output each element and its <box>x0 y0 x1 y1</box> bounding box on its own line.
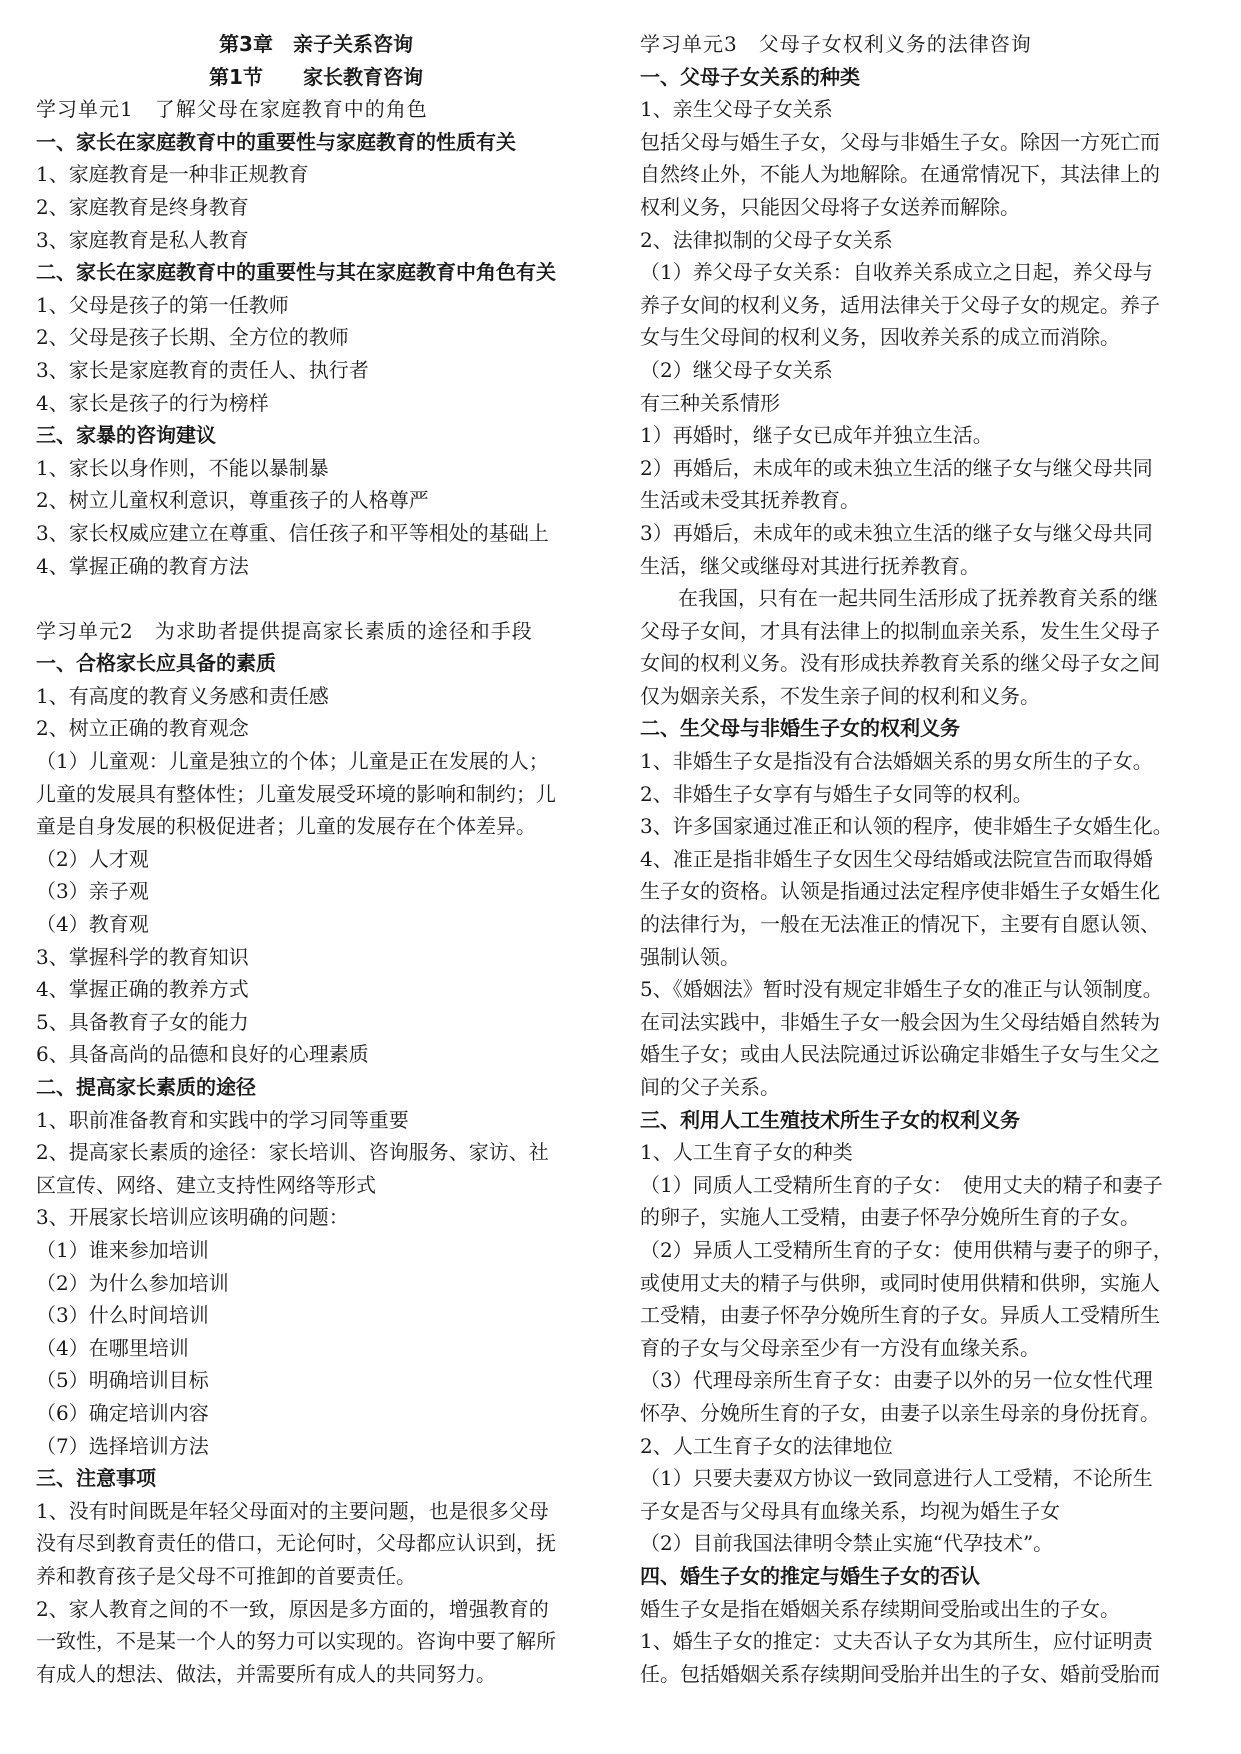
text-line: 1、婚生子女的推定：丈夫否认子女为其所生，应付证明责 <box>640 1629 1153 1654</box>
text-line: 2、树立儿童权利意识，尊重孩子的人格尊严 <box>36 488 429 513</box>
text-line: 3）再婚后，未成年的或未独立生活的继子女与继父母共同 <box>640 520 1153 545</box>
item-list <box>36 680 596 1071</box>
section-heading: 二、生父母与非婚生子女的权利义务 <box>640 716 960 741</box>
item-list <box>640 1136 1208 1560</box>
text-line: 怀孕、分娩所生育的子女，由妻子以亲生母亲的身份抚育。 <box>640 1400 1160 1425</box>
text-line: 生子女的资格。认领是指通过法定程序使非婚生子女婚生化 <box>640 879 1160 904</box>
item-list <box>36 289 596 419</box>
text-line: 1、家庭教育是一种非正规教育 <box>36 162 309 187</box>
text-line: 生活，继父或继母对其进行抚养教育。 <box>640 553 980 578</box>
text-line: 间的父子关系。 <box>640 1075 780 1099</box>
text-line: 在我国，只有在一起共同生活形成了抚养教育关系的继 <box>678 586 1158 611</box>
text-line: 1、非婚生子女是指没有合法婚姻关系的男女所生的子女。 <box>640 749 1153 774</box>
text-line: 的卵子，实施人工受精，由妻子怀孕分娩所生育的子女。 <box>640 1205 1140 1230</box>
section-title: 第1节 家长教育咨询 <box>209 64 423 89</box>
text-line: 3、许多国家通过准正和认领的程序，使非婚生子女婚生化。 <box>640 814 1173 839</box>
left-column <box>36 28 596 1690</box>
text-line: 任。包括婚姻关系存续期间受胎并出生的子女、婚前受胎而 <box>640 1661 1160 1686</box>
text-line: 在司法实践中，非婚生子女一般会因为生父母结婚自然转为 <box>640 1009 1160 1034</box>
text-line: 父母子女间，才具有法律上的拟制血亲关系，发生生父母子 <box>640 618 1160 643</box>
text-line: 3、家长权威应建立在尊重、信任孩子和平等相处的基础上 <box>36 520 549 545</box>
text-line: （3）什么时间培训 <box>36 1303 209 1328</box>
text-line: 没有尽到教育责任的借口，无论何时，父母都应认识到，抚 <box>36 1531 556 1556</box>
text-line: 仅为姻亲关系，不发生亲子间的权利和义务。 <box>640 683 1040 708</box>
text-line: 4、掌握正确的教养方式 <box>36 977 249 1002</box>
text-line: （4）在哪里培训 <box>36 1335 189 1360</box>
text-line: （3）亲子观 <box>36 879 149 904</box>
indented-paragraph <box>640 582 1208 712</box>
text-line: （2）人才观 <box>36 846 149 871</box>
text-line: 或使用丈夫的精子与供卵，或同时使用供精和供卵，实施人 <box>640 1270 1160 1295</box>
text-line: 区宣传、网络、建立支持性网络等形式 <box>36 1172 376 1197</box>
text-line: （1）只要夫妻双方协议一致同意进行人工受精，不论所生 <box>640 1466 1153 1491</box>
text-line: 子女是否与父母具有血缘关系，均视为婚生子女 <box>640 1498 1060 1523</box>
text-line: 生活或未受其抚养教育。 <box>640 488 860 513</box>
text-line: （1）同质人工受精所生育的子女： 使用丈夫的精子和妻子 <box>640 1172 1163 1197</box>
text-line: 育的子女与父母亲至少有一方没有血缘关系。 <box>640 1335 1040 1360</box>
text-line: 2、树立正确的教育观念 <box>36 716 249 741</box>
text-line: （1）养父母子女关系：自收养关系成立之日起，养父母与 <box>640 260 1153 285</box>
text-line: 5、《婚姻法》暂时没有规定非婚生子女的准正与认领制度。 <box>640 977 1163 1002</box>
text-line: 3、家庭教育是私人教育 <box>36 227 249 252</box>
text-line: 2、法律拟制的父母子女关系 <box>640 227 893 252</box>
text-line: 有三种关系情形 <box>640 390 780 415</box>
text-line: 童是自身发展的积极促进者；儿童的发展存在个体差异。 <box>36 814 536 839</box>
section-heading: 二、提高家长素质的途径 <box>36 1075 256 1099</box>
text-line: 1、职前准备教育和实践中的学习同等重要 <box>36 1107 409 1132</box>
text-line: 4、家长是孩子的行为榜样 <box>36 390 269 415</box>
text-line: 2）再婚后，未成年的或未独立生活的继子女与继父母共同 <box>640 455 1153 480</box>
text-line: 养和教育孩子是父母不可推卸的首要责任。 <box>36 1563 416 1588</box>
text-line: 2、家人教育之间的不一致，原因是多方面的，增强教育的 <box>36 1596 549 1621</box>
section-heading: 三、家暴的咨询建议 <box>36 423 216 448</box>
text-line: 5、具备教育子女的能力 <box>36 1009 249 1034</box>
item-list <box>36 158 596 256</box>
text-line: （1）谁来参加培训 <box>36 1237 209 1262</box>
section-heading: 一、合格家长应具备的素质 <box>36 651 276 676</box>
text-line: （6）确定培训内容 <box>36 1400 209 1425</box>
text-line: 1、父母是孩子的第一任教师 <box>36 292 289 317</box>
text-line: 儿童的发展具有整体性；儿童发展受环境的影响和制约；儿 <box>36 781 556 806</box>
text-line: （5）明确培训目标 <box>36 1368 209 1393</box>
text-line: 2、人工生育子女的法律地位 <box>640 1433 893 1458</box>
text-line: 1、亲生父母子女关系 <box>640 97 833 122</box>
text-line: （4）教育观 <box>36 912 149 937</box>
unit-title: 学习单元3 父母子女权利义务的法律咨询 <box>640 32 1032 56</box>
text-line: 强制认领。 <box>640 944 740 969</box>
text-line: （3）代理母亲所生育子女：由妻子以外的另一位女性代理 <box>640 1368 1153 1393</box>
text-line: （2）继父母子女关系 <box>640 357 833 382</box>
section-heading: 一、父母子女关系的种类 <box>640 64 860 89</box>
text-line: （2）异质人工受精所生育的子女：使用供精与妻子的卵子， <box>640 1237 1173 1262</box>
text-line: 2、提高家长素质的途径：家长培训、咨询服务、家访、社 <box>36 1140 549 1165</box>
text-line: 有成人的想法、做法，并需要所有成人的共同努力。 <box>36 1661 496 1686</box>
section-heading: 三、利用人工生殖技术所生子女的权利义务 <box>640 1107 1020 1132</box>
text-line: 的法律行为，一般在无法准正的情况下，主要有自愿认领、 <box>640 912 1160 937</box>
text-line: 1、有高度的教育义务感和责任感 <box>36 683 329 708</box>
text-line: 3、家长是家庭教育的责任人、执行者 <box>36 357 369 382</box>
item-list <box>36 452 596 582</box>
text-line: （7）选择培训方法 <box>36 1433 209 1458</box>
item-list <box>36 1495 596 1691</box>
text-line: 女与生父母间的权利义务，因收养关系的成立而消除。 <box>640 325 1120 350</box>
text-line: 婚生子女是指在婚姻关系存续期间受胎或出生的子女。 <box>640 1596 1120 1621</box>
text-line: （2）为什么参加培训 <box>36 1270 229 1295</box>
text-line: 3、开展家长培训应该明确的问题： <box>36 1205 349 1230</box>
text-line: 3、掌握科学的教育知识 <box>36 944 249 969</box>
text-line: 2、家庭教育是终身教育 <box>36 194 249 219</box>
text-line: 4、掌握正确的教育方法 <box>36 553 249 578</box>
text-line: 养子女间的权利义务，适用法律关于父母子女的规定。养子 <box>640 292 1160 317</box>
item-list <box>640 93 1208 582</box>
text-line: 一致性，不是某一个人的努力可以实现的。咨询中要了解所 <box>36 1629 556 1654</box>
text-line: 1、人工生育子女的种类 <box>640 1140 853 1165</box>
section-heading: 一、家长在家庭教育中的重要性与家庭教育的性质有关 <box>36 129 516 154</box>
text-line: 包括父母与婚生子女，父母与非婚生子女。除因一方死亡而 <box>640 129 1160 154</box>
text-line: 权利义务，只能因父母将子女送养而解除。 <box>640 194 1020 219</box>
text-line: 1、家长以身作则，不能以暴制暴 <box>36 455 329 480</box>
text-line: 4、准正是指非婚生子女因生父母结婚或法院宣告而取得婚 <box>640 846 1153 871</box>
text-line: 自然终止外，不能人为地解除。在通常情况下，其法律上的 <box>640 162 1160 187</box>
text-line: 1）再婚时，继子女已成年并独立生活。 <box>640 423 993 448</box>
item-list <box>640 745 1208 1104</box>
text-line: （2）目前我国法律明令禁止实施“代孕技术”。 <box>640 1531 1054 1556</box>
text-line: 婚生子女；或由人民法院通过诉讼确定非婚生子女与生父之 <box>640 1042 1160 1067</box>
text-line: 女间的权利义务。没有形成扶养教育关系的继父母子女之间 <box>640 651 1160 676</box>
unit-title: 学习单元2 为求助者提供提高家长素质的途径和手段 <box>36 618 533 643</box>
text-line: 1、没有时间既是年轻父母面对的主要问题，也是很多父母 <box>36 1498 549 1523</box>
section-heading: 四、婚生子女的推定与婚生子女的否认 <box>640 1563 980 1588</box>
right-column <box>640 28 1208 1690</box>
section-heading: 三、注意事项 <box>36 1466 156 1491</box>
chapter-title: 第3章 亲子关系咨询 <box>219 32 413 56</box>
text-line: 2、父母是孩子长期、全方位的教师 <box>36 325 349 350</box>
text-line: （1）儿童观：儿童是独立的个体；儿童是正在发展的人； <box>36 749 549 774</box>
text-line: 2、非婚生子女享有与婚生子女同等的权利。 <box>640 781 1033 806</box>
unit-title: 学习单元1 了解父母在家庭教育中的角色 <box>36 97 428 122</box>
text-line: 工受精，由妻子怀孕分娩所生育的子女。异质人工受精所生 <box>640 1303 1160 1328</box>
text-line: 6、具备高尚的品德和良好的心理素质 <box>36 1042 369 1067</box>
section-heading: 二、家长在家庭教育中的重要性与其在家庭教育中角色有关 <box>36 260 556 285</box>
spacer <box>36 582 596 615</box>
item-list <box>36 1104 596 1463</box>
item-list <box>640 1593 1208 1691</box>
